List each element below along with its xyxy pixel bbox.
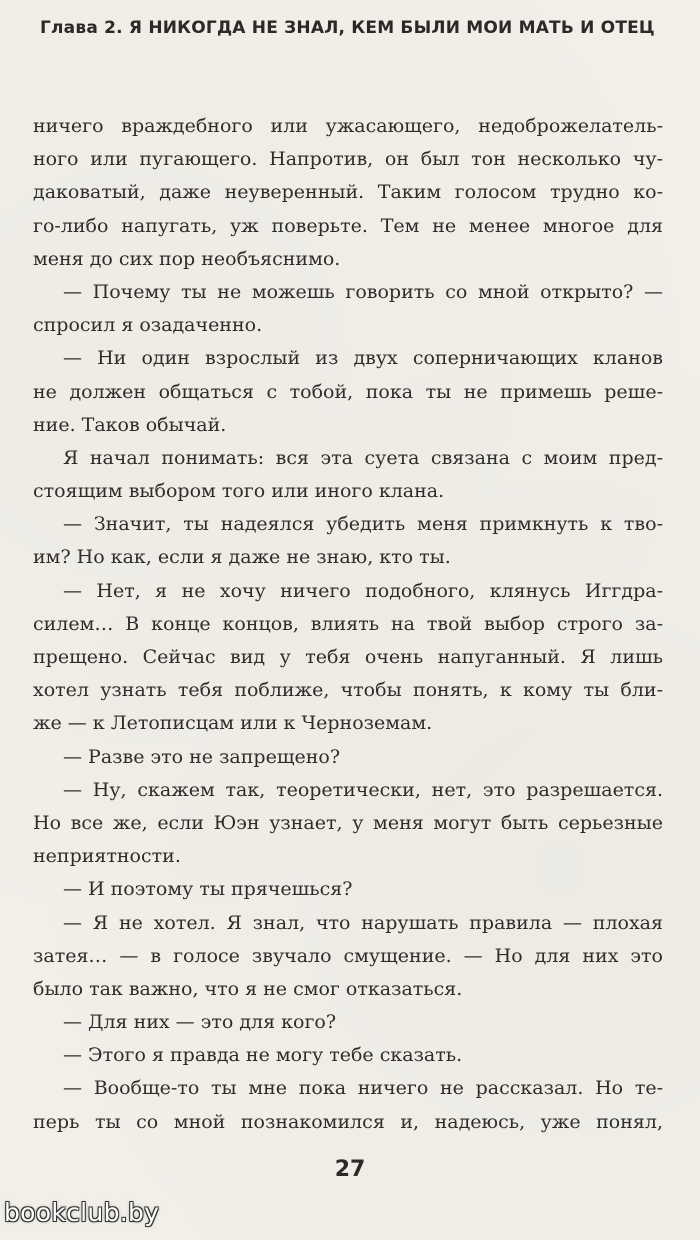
text-line: — Для них — это для кого? (63, 1011, 337, 1034)
running-head: Глава 2. Я НИКОГДА НЕ ЗНАЛ, КЕМ БЫЛИ МОИ МАТЬ И ОТЕЦ (40, 18, 655, 38)
text-line: было так важно, что я не смог отказаться. (33, 977, 463, 1000)
text-line: — Нет, я не хочу ничего подобного, клянусь Иггдра- (63, 579, 663, 602)
text-line: не должен общаться с тобой, пока ты не примешь реше- (33, 380, 663, 403)
text-line: — Почему ты не можешь говорить со мной открыто? — (63, 280, 663, 303)
text-line: же — к Летописцам или к Черноземам. (33, 712, 433, 735)
text-line: им? Но как, если я даже не знаю, кто ты. (33, 546, 451, 569)
text-line: Я начал понимать: вся эта суета связана с моим пред- (63, 446, 663, 469)
text-line: — Этого я правда не могу тебе сказать. (63, 1044, 463, 1067)
text-line: неприятности. (33, 845, 181, 868)
text-line: — Вообще-то ты мне пока ничего не рассказал. Но те- (63, 1077, 663, 1100)
text-line: силем… В конце концов, влиять на твой выбор строго за- (33, 612, 663, 635)
text-line: — Значит, ты надеялся убедить меня примкнуть к тво- (63, 513, 663, 536)
text-line: — И поэтому ты прячешься? (63, 878, 353, 901)
text-line: — Ни один взрослый из двух соперничающих кланов (63, 347, 663, 370)
text-line: — Ну, скажем так, теоретически, нет, это разрешается. (63, 778, 663, 801)
text-line: даковатый, даже неуверенный. Таким голосом трудно ко- (33, 181, 663, 204)
text-line: хотел узнать тебя поближе, чтобы понять, к кому ты бли- (33, 679, 663, 702)
text-line: ного или пугающего. Напротив, он был тон несколько чу- (33, 148, 663, 171)
text-line: перь ты со мной познакомился и, надеюсь, уже понял, (33, 1110, 663, 1133)
text-line: затея… — в голосе звучало смущение. — Но для них это (33, 944, 663, 967)
body-text (33, 110, 663, 1139)
text-line: стоящим выбором того или иного клана. (33, 480, 445, 503)
text-line: ние. Таков обычай. (33, 413, 227, 436)
text-line: — Разве это не запрещено? (63, 745, 341, 768)
text-line: ничего враждебного или ужасающего, недоброжелатель- (33, 115, 663, 137)
page-number: 27 (334, 1157, 366, 1182)
text-line: Но все же, если Юэн узнает, у меня могут быть серьезные (33, 811, 663, 834)
text-line: меня до сих пор необъяснимо. (33, 247, 341, 270)
text-line: спросил я озадаченно. (33, 314, 263, 337)
text-line: — Я не хотел. Я знал, что нарушать правила — плохая (63, 911, 663, 934)
text-line: го-либо напугать, уж поверьте. Тем не менее многое для (33, 214, 663, 237)
text-line: прещено. Сейчас вид у тебя очень напуганный. Я лишь (33, 646, 663, 668)
watermark: bookclub.by (4, 1198, 160, 1227)
